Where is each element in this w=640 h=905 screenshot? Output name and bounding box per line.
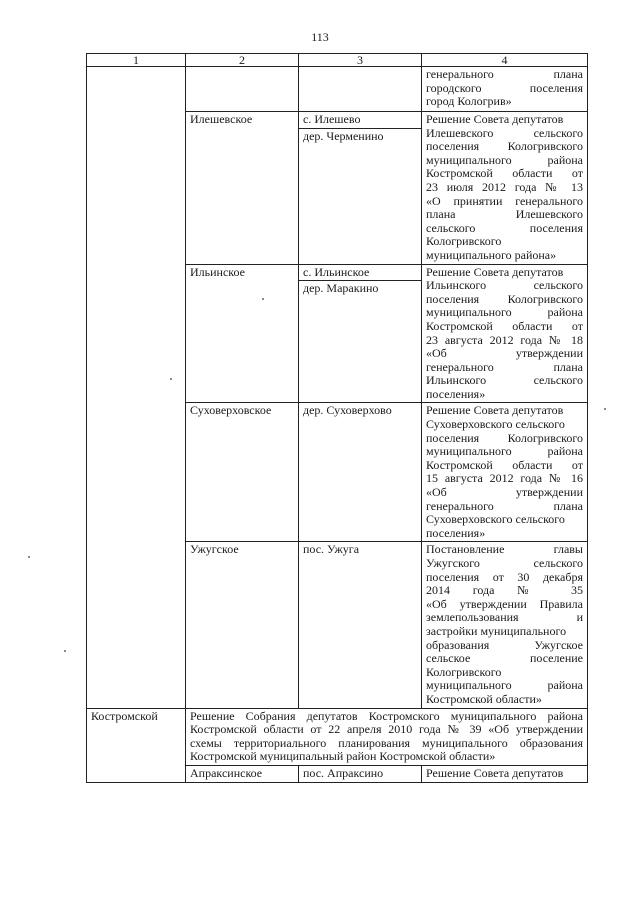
doc-line: Решение Совета депутатов [426,403,564,418]
doc-line: 15 августа 2012 года № 16 [426,471,583,486]
places-cell [299,264,422,403]
doc-line: поселения» [426,525,486,540]
doc-line: Решение Собрания депутатов Костромского муниципального района [190,708,583,723]
doc-line: Илешевского сельского [426,125,583,140]
doc-line: 23 августа 2012 года № 18 [426,332,583,347]
settlement-name: Илешевское [186,112,299,265]
doc-line: город Кологрив» [426,94,512,109]
scan-speck [604,408,606,410]
doc-line: Костромской области от [426,166,583,181]
document-cell-continuation [422,67,588,112]
place-item: пос. Апраксино [303,765,384,780]
place-item: с. Ильинское [303,264,370,279]
places-cell-empty [299,67,422,112]
column-number-1: 1 [87,54,186,67]
scan-speck [28,556,30,558]
doc-line: застройки муниципального [426,623,567,638]
doc-line: схемы территориального планирования муниципального образования [190,735,583,750]
doc-line: плана Илешевского [426,207,583,222]
place-item: дер. Черменино [299,128,421,145]
column-number-4: 4 [422,54,588,67]
table-row-district [87,708,588,765]
doc-line: генерального плана [426,359,583,374]
doc-line: Решение Совета депутатов [426,765,564,780]
doc-line: «О принятии генерального [426,193,583,208]
doc-line: генерального плана [426,67,583,81]
place-item: дер. Суховерхово [303,403,392,418]
settlement-name: Апраксинское [186,765,299,782]
doc-line: поселения» [426,386,486,401]
scan-speck [170,378,172,380]
column-number-2: 2 [186,54,299,67]
document-cell [422,264,588,403]
doc-line: Костромской области от [426,457,583,472]
doc-line: поселения от 30 декабря [426,569,583,584]
district-cell-continued [87,67,186,709]
place-item: пос. Ужуга [303,542,360,557]
doc-line: 2014 года № 35 [426,583,583,598]
places-cell [299,765,422,782]
settlement-name: Ильинское [186,264,299,403]
district-name: Костромской [87,708,186,782]
document-cell [422,542,588,708]
doc-line: Костромской области» [426,691,542,706]
doc-line: муниципального района» [426,247,557,262]
doc-line: Костромской области от [426,318,583,333]
doc-line: «Об утверждении [426,485,583,500]
doc-line: Ильинского сельского [426,278,583,293]
doc-line: поселения Кологривского [426,291,583,306]
doc-line: «Об утверждении [426,346,583,361]
document-cell [422,403,588,542]
column-number-3: 3 [299,54,422,67]
doc-line: Ужугского сельского [426,556,583,570]
doc-line: Суховерховского сельского [426,512,565,527]
doc-line: 23 июля 2012 года № 13 [426,179,583,194]
doc-line: генерального плана [426,498,583,513]
doc-line: «Об утверждении Правила [426,596,583,611]
document-cell [422,112,588,265]
doc-line: образования Ужугское [426,637,583,652]
settlement-name: Ужугское [186,542,299,708]
doc-line: Костромской области от 22 апреля 2010 года № 39 «Об утверждении [190,722,583,737]
general-plans-table [86,53,588,783]
doc-line: сельского поселения [426,220,583,235]
doc-line: городского поселения [426,80,583,95]
doc-line: сельское поселение [426,651,583,666]
doc-line: муниципального района [426,152,583,167]
doc-line: Костромской муниципальный район Костромской области» [190,749,496,764]
doc-line: Кологривского [426,234,502,249]
doc-line: Кологривского [426,664,502,679]
places-cell [299,403,422,542]
doc-line: поселения Кологривского [426,430,583,445]
scan-speck [262,298,264,300]
doc-line: землепользования и [426,610,583,625]
doc-line: Решение Совета депутатов [426,264,564,279]
doc-line: Суховерховского сельского [426,417,565,432]
settlement-name: Суховерховское [186,403,299,542]
place-item: с. Илешево [303,112,361,126]
scan-speck [64,650,66,652]
table-header-row [87,54,588,67]
doc-line: муниципального района [426,678,583,693]
doc-line: муниципального района [426,444,583,459]
place-item: дер. Маракино [299,280,421,297]
document-cell [422,765,588,782]
doc-line: муниципального района [426,305,583,320]
district-document-cell [186,708,588,765]
page-number: 113 [311,30,329,44]
doc-line: поселения Кологривского [426,139,583,154]
settlement-cell-empty [186,67,299,112]
doc-line: Ильинского сельского [426,373,583,388]
places-cell [299,542,422,708]
table-row-continuation [87,67,588,112]
places-cell [299,112,422,265]
doc-line: Постановление главы [426,542,583,557]
doc-line: Решение Совета депутатов [426,112,564,126]
